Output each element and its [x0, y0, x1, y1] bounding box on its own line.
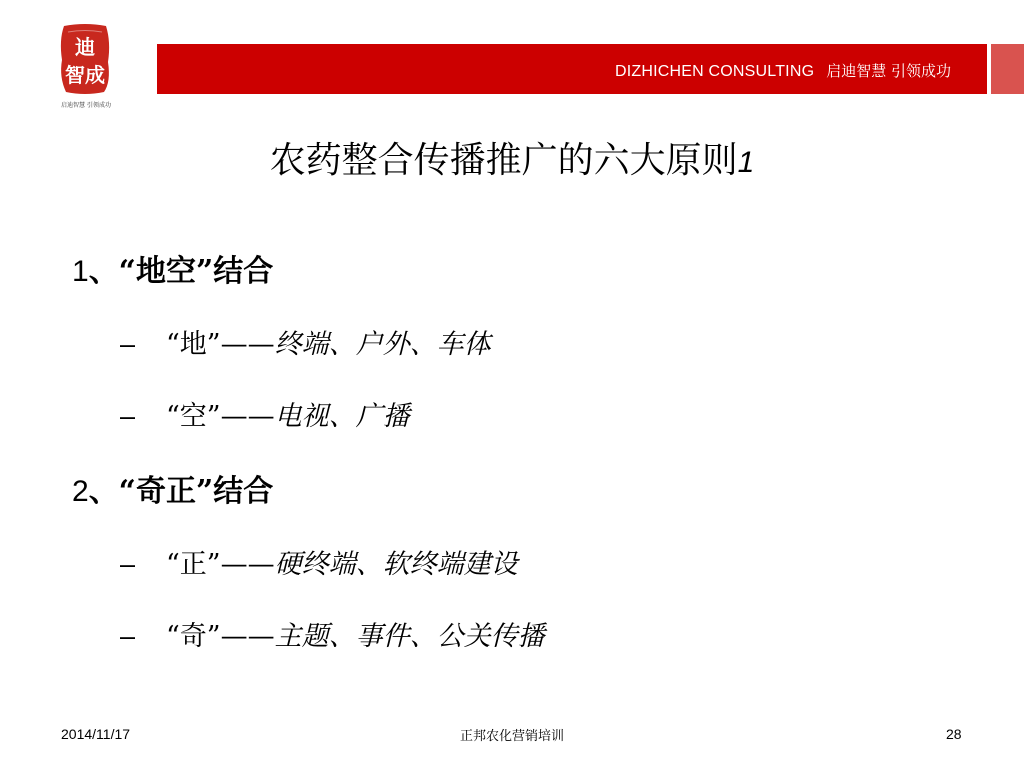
title-number: 1 — [737, 146, 755, 179]
list-item-2 — [72, 466, 273, 510]
sub-item-1-2 — [120, 394, 410, 433]
dash-bullet: – — [120, 329, 136, 359]
sub-item-2-2 — [120, 614, 545, 653]
item-number: 1 — [72, 255, 89, 288]
item-number: 2 — [72, 475, 89, 508]
sub-desc: 电视、广播 — [274, 401, 410, 432]
item-label: 、“奇正”结合 — [88, 474, 274, 509]
sub-label: “奇”—— — [166, 621, 275, 652]
list-item-1 — [72, 246, 273, 290]
logo — [50, 22, 122, 112]
footer-title: 正邦农化营销培训 — [459, 729, 564, 744]
sub-desc: 主题、事件、公关传播 — [274, 621, 545, 652]
sub-label: “地”—— — [166, 329, 275, 360]
page-number: 28 — [946, 726, 962, 742]
sub-label: “正”—— — [166, 549, 275, 580]
company-name: DIZHICHEN CONSULTING — [614, 63, 815, 80]
sub-desc: 硬终端、软终端建设 — [274, 549, 518, 580]
seal-logo-icon — [58, 22, 112, 96]
footer-date: 2014/11/17 — [61, 726, 131, 742]
header-bar — [157, 44, 987, 94]
dash-bullet: – — [120, 621, 136, 651]
header-motto: 启迪智慧 引领成功 — [826, 62, 951, 80]
logo-tagline: 启迪智慧 引领成功 — [61, 102, 111, 109]
sub-item-2-1 — [120, 542, 518, 581]
dash-bullet: – — [120, 401, 136, 431]
sub-item-1-1 — [120, 322, 491, 361]
title-text: 农药整合传播推广的六大原则 — [269, 140, 738, 181]
svg-text:迪: 迪 — [75, 35, 95, 59]
dash-bullet: – — [120, 549, 136, 579]
page-title — [0, 132, 1024, 183]
header-accent-block — [991, 44, 1024, 94]
item-label: 、“地空”结合 — [88, 254, 274, 289]
sub-label: “空”—— — [166, 401, 275, 432]
sub-desc: 终端、户外、车体 — [274, 329, 491, 360]
header-text — [615, 60, 951, 81]
svg-text:智成: 智成 — [65, 63, 105, 87]
